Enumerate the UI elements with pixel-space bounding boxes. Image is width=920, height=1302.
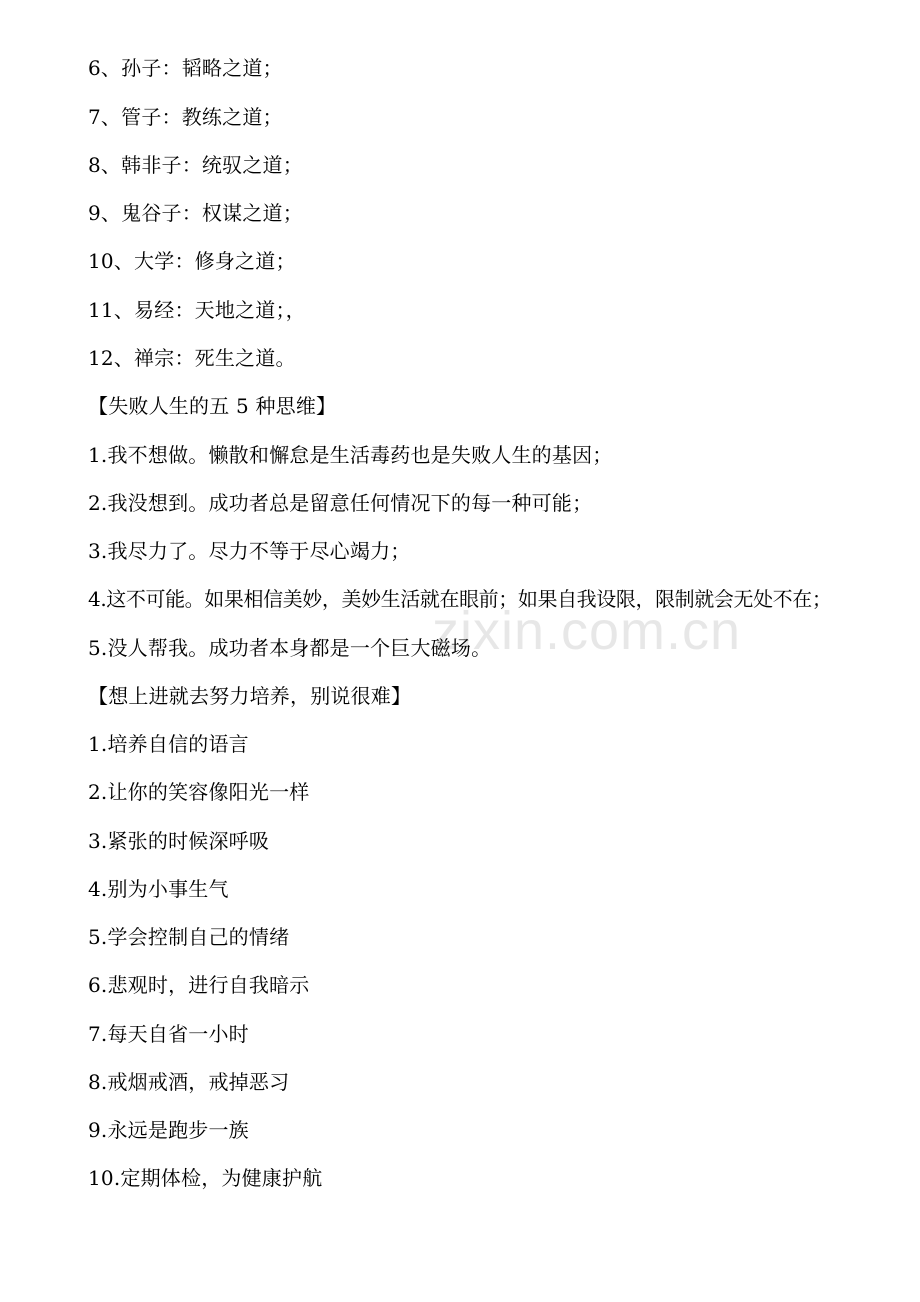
list-item: 6.悲观时，进行自我暗示 xyxy=(88,973,310,997)
list-item: 8、韩非子：统驭之道； xyxy=(88,153,303,177)
watermark: zixin.com.cn xyxy=(432,601,742,661)
list-item: 4.这不可能。如果相信美妙，美妙生活就在眼前；如果自我设限，限制就会无处不在； xyxy=(88,587,832,611)
list-item: 9.永远是跑步一族 xyxy=(88,1118,249,1142)
list-item: 9、鬼谷子：权谋之道； xyxy=(88,201,303,225)
list-item: 8.戒烟戒酒，戒掉恶习 xyxy=(88,1070,290,1094)
list-item: 12、禅宗：死生之道。 xyxy=(88,346,296,370)
list-item: 2.让你的笑容像阳光一样 xyxy=(88,780,310,804)
list-item: 11、易经：天地之道；， xyxy=(88,298,306,322)
section-heading: 【想上进就去努力培养，别说很难】 xyxy=(88,684,412,708)
list-item: 4.别为小事生气 xyxy=(88,877,229,901)
list-item: 6、孙子：韬略之道； xyxy=(88,56,283,80)
section-heading: 【失败人生的五 5 种思维】 xyxy=(88,394,337,418)
list-item: 10、大学：修身之道； xyxy=(88,249,296,273)
list-item: 3.我尽力了。尽力不等于尽心竭力； xyxy=(88,539,411,563)
list-item: 5.学会控制自己的情绪 xyxy=(88,925,290,949)
list-item: 10.定期体检，为健康护航 xyxy=(88,1166,323,1190)
list-item: 1.培养自信的语言 xyxy=(88,732,249,756)
list-item: 1.我不想做。懒散和懈怠是生活毒药也是失败人生的基因； xyxy=(88,443,613,467)
list-item: 7、管子：教练之道； xyxy=(88,105,283,129)
list-item: 2.我没想到。成功者总是留意任何情况下的每一种可能； xyxy=(88,491,593,515)
list-item: 7.每天自省一小时 xyxy=(88,1022,249,1046)
list-item: 3.紧张的时候深呼吸 xyxy=(88,829,270,853)
list-item: 5.没人帮我。成功者本身都是一个巨大磁场。 xyxy=(88,636,492,660)
